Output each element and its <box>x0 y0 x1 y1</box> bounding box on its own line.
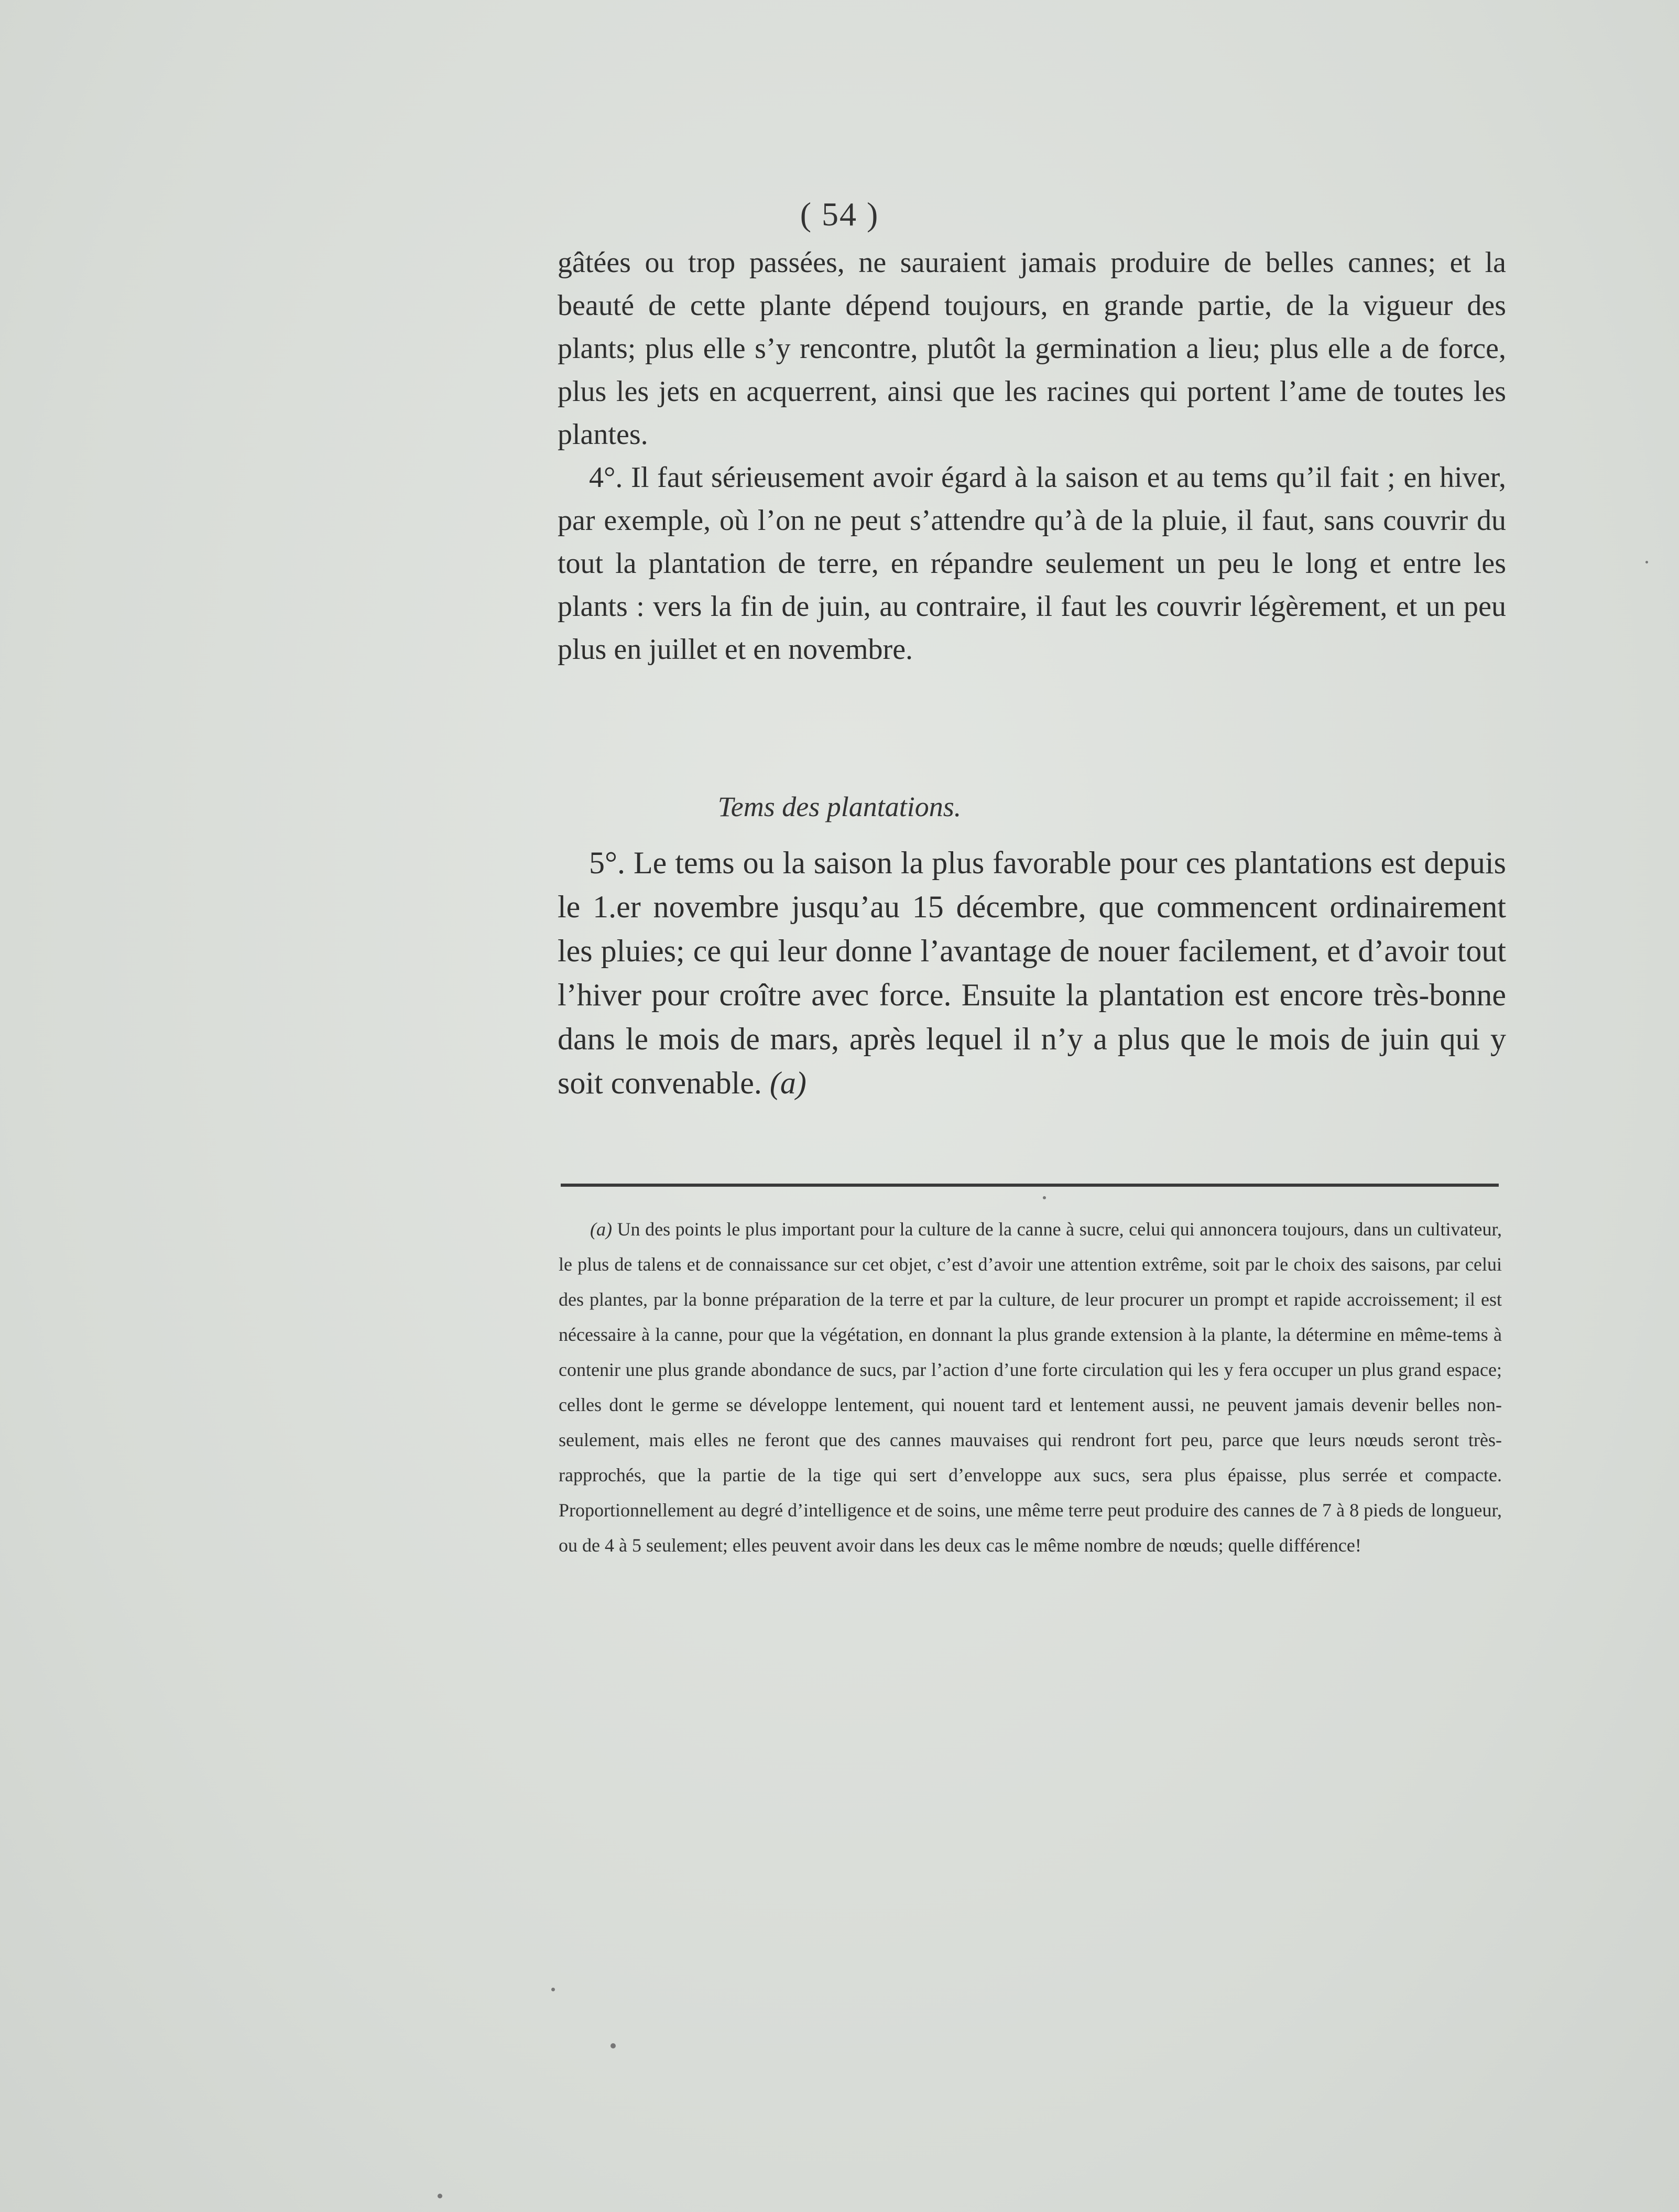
footnote <box>559 1212 1502 1563</box>
paper-speck <box>1645 561 1648 563</box>
body-text-lower <box>558 841 1506 1105</box>
paragraph-4: 4°. Il faut sérieusement avoir égard à la saison et au tems qu’il fait ; en hiver, par exemple, où l’on ne peut s’attendre qu’à de la pluie, il faut, sans couvrir du tout la plantation de terre, en répandre seulement un peu le long et entre les plants : vers la fin de juin, au contraire, il faut les couvrir légèrement, et un peu plus en juillet et en novembre. <box>558 461 1506 666</box>
footnote-separator-rule <box>561 1184 1499 1187</box>
footnote-marker: (a) <box>590 1219 612 1240</box>
footnote-text: Un des points le plus important pour la culture de la canne à sucre, celui qui annoncera toujours, dans un cultivateur, le plus de talens et de connaissance sur cet objet, c’est d’avoir une attention extrême, soit par le choix des saisons, par celui des plantes, par la bonne préparation de la terre et par la culture, de leur procurer un prompt et rapide accroissement; il est nécessaire à la canne, pour que la végétation, en donnant la plus grande extension à la plante, la détermine en même-tems à contenir une plus grande abondance de sucs, par l’action d’une forte circulation qui les y fera occuper un plus grand espace; celles dont le germe se développe lentement, qui nouent tard et lentement aussi, ne peuvent jamais devenir belles non-seulement, mais elles ne feront que des cannes mauvaises qui rendront fort peu, parce que leurs nœuds seront très-rapprochés, que la partie de la tige qui sert d’enveloppe aux sucs, sera plus épaisse, plus serrée et compacte. Proportionnellement au degré d’intelligence et de soins, une même terre peut produire des cannes de 7 à 8 pieds de longueur, ou de 4 à 5 seulement; elles peuvent avoir dans les deux cas le même nombre de nœuds; quelle différence! <box>559 1219 1502 1556</box>
page-number: ( 54 ) <box>800 196 879 233</box>
paper-speck <box>610 2043 616 2048</box>
paragraph-continuation: gâtées ou trop passées, ne sauraient jamais produire de belles cannes; et la beauté de cette plante dépend toujours, en grande partie, de la vigueur des plants; plus elle s’y rencontre, plutôt la germination a lieu; plus elle a de force, plus les jets en acquerrent, ainsi que les racines qui portent l’ame de toutes les plantes. <box>558 246 1506 451</box>
paper-speck <box>1043 1196 1046 1199</box>
footnote-reference: (a) <box>769 1066 806 1100</box>
paragraph-5-text: 5°. Le tems ou la saison la plus favorable pour ces plantations est depuis le 1.er novembre jusqu’au 15 décembre, que commencent ordinairement les pluies; ce qui leur donne l’avantage de nouer facilement, et d’avoir tout l’hiver pour croître avec force. Ensuite la plantation est encore très-bonne dans le mois de mars, après lequel il n’y a plus que le mois de juin qui y soit convenable. <box>558 845 1506 1100</box>
paper-speck <box>551 1988 555 1991</box>
section-heading: Tems des plantations. <box>717 791 962 822</box>
body-text-upper <box>558 241 1506 671</box>
footnote-paragraph <box>559 1212 1502 1563</box>
paper-speck <box>438 2194 442 2198</box>
paragraph-5 <box>558 841 1506 1105</box>
